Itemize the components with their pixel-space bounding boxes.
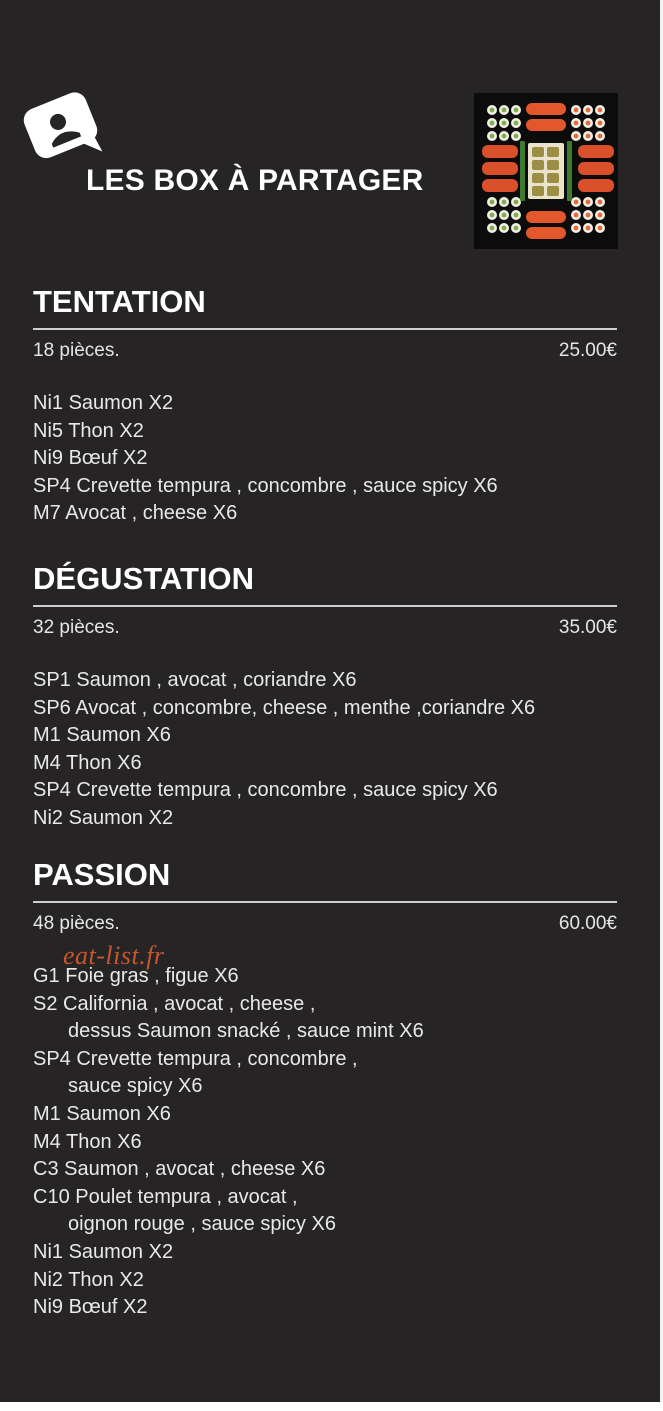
list-item: SP4 Crevette tempura , concombre , sauce spicy X6 <box>33 779 498 802</box>
list-item: SP6 Avocat , concombre, cheese , menthe ,coriandre X6 <box>33 696 536 719</box>
list-item: dessus Saumon snacké , sauce mint X6 <box>68 1020 424 1043</box>
list-item: SP4 Crevette tempura , concombre , <box>33 1047 358 1070</box>
box-items <box>33 667 617 833</box>
list-item: Ni1 Saumon X2 <box>33 1240 174 1263</box>
box-tentation <box>33 284 617 528</box>
list-item: M7 Avocat , cheese X6 <box>33 502 238 525</box>
list-item: C3 Saumon , avocat , cheese X6 <box>33 1158 326 1181</box>
list-item: M1 Saumon X6 <box>33 1102 171 1125</box>
list-item: Ni5 Thon X2 <box>33 419 144 442</box>
list-item: sauce spicy X6 <box>68 1075 203 1098</box>
list-item: M4 Thon X6 <box>33 751 142 774</box>
list-item: SP4 Crevette tempura , concombre , sauce spicy X6 <box>33 474 498 497</box>
box-items <box>33 963 617 1322</box>
box-name: TENTATION <box>33 284 617 330</box>
list-item: Ni9 Bœuf X2 <box>33 447 148 470</box>
list-item: S2 California , avocat , cheese , <box>33 992 316 1015</box>
sushi-platter-image <box>474 93 618 249</box>
box-name: DÉGUSTATION <box>33 561 617 607</box>
box-name: PASSION <box>33 857 617 903</box>
list-item: oignon rouge , sauce spicy X6 <box>68 1213 336 1236</box>
list-item: SP1 Saumon , avocat , coriandre X6 <box>33 669 357 691</box>
speech-bubble-sushi-logo-icon <box>18 86 110 168</box>
box-meta <box>33 617 617 639</box>
list-item: Ni2 Thon X2 <box>33 1268 144 1291</box>
box-meta <box>33 913 617 935</box>
list-item: Ni9 Bœuf X2 <box>33 1296 148 1319</box>
box-pieces: 18 pièces. <box>33 340 120 361</box>
list-item: Ni1 Saumon X2 <box>33 392 174 414</box>
list-item: M1 Saumon X6 <box>33 724 171 747</box>
box-price: 25.00€ <box>558 340 617 361</box>
box-meta <box>33 340 617 362</box>
box-pieces: 48 pièces. <box>33 913 120 934</box>
list-item: Ni2 Saumon X2 <box>33 806 174 829</box>
box-price: 60.00€ <box>558 913 617 934</box>
watermark: eat-list.fr <box>63 941 165 970</box>
list-item: G1 Foie gras , figue X6 <box>33 965 239 987</box>
list-item: C10 Poulet tempura , avocat , <box>33 1185 298 1208</box>
box-items <box>33 390 617 528</box>
box-degustation <box>33 561 617 833</box>
box-price: 35.00€ <box>558 617 617 638</box>
list-item: M4 Thon X6 <box>33 1130 142 1153</box>
page-title: LES BOX À PARTAGER <box>86 164 424 197</box>
box-passion <box>33 857 617 1322</box>
box-pieces: 32 pièces. <box>33 617 120 638</box>
